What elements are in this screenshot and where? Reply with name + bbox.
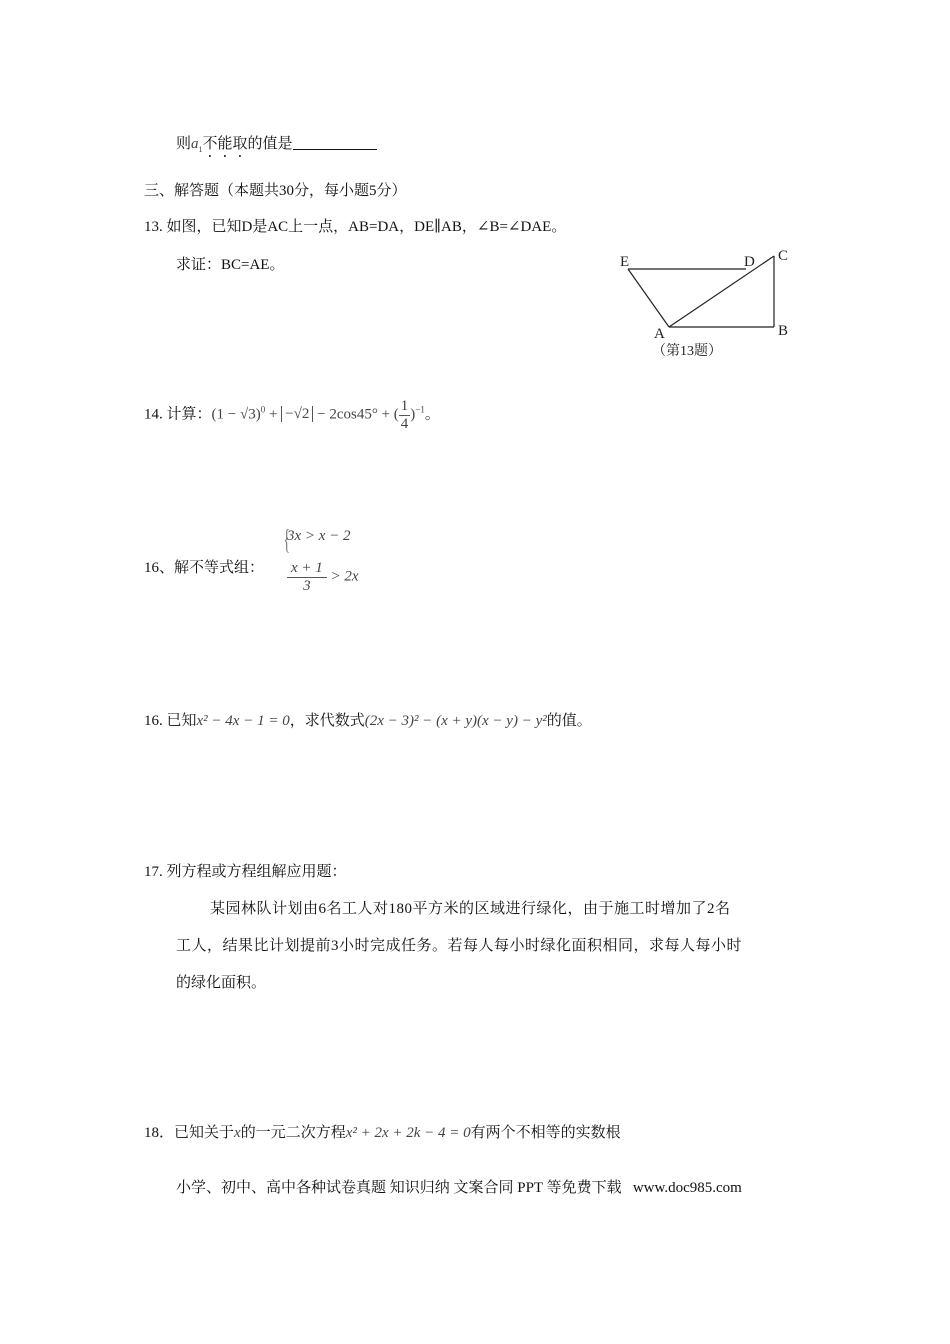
ineq2 [287,560,359,594]
math: − 2cos45° + ( [313,406,399,423]
label-b: B [778,323,789,339]
q13-text: 13. 如图，已知D是AC上一点，AB=DA，DE∥AB，∠B=∠DAE。 [144,219,567,235]
math: (1 − √3) [211,406,261,423]
label-d: D [744,254,755,270]
text: 的值是 [247,136,293,152]
q16a-label: 16、解不等式组： [144,560,265,576]
ineq1: 3x > x − 2 [287,528,351,544]
den: 4 [400,415,409,432]
text: 则 [176,136,192,152]
math-var: a [191,136,199,152]
math: x [234,1125,241,1141]
math: x² − 4x − 1 = 0 [196,713,290,729]
q17-line: 某园林队计划由6名工人对180平方米的区域进行绿化，由于施工时增加了2名 [210,901,731,917]
footer: 小学、初中、高中各种试卷真题 知识归纳 文案合同 PPT 等免费下载 www.doc985.com [176,1180,742,1196]
q18 [144,1121,621,1142]
answer-blank [293,135,377,150]
q16b [144,709,592,730]
label-e: E [620,254,630,270]
label-c: C [778,248,789,264]
abs-value: −√2 [281,406,313,422]
q17-line: 的绿化面积。 [176,975,267,991]
exp: 0 [260,404,266,415]
figure-caption: （第13题） [652,344,722,359]
emphasized-text: 不能取 [202,136,248,152]
den: 3 [303,577,311,594]
q13-figure [610,240,810,365]
label: 16. 已知 [144,713,197,729]
q13-prove: 求证：BC=AE。 [176,257,285,273]
text: 。 [424,406,440,423]
q14 [144,398,440,432]
text: 有两个不相等的实数根 [470,1125,621,1141]
section-heading: 三、解答题（本题共30分，每小题5分） [144,183,407,199]
num: 1 [400,398,409,414]
fraction [287,560,327,594]
q12-tail [176,132,377,161]
exp: −1 [415,404,425,415]
text: ，求代数式 [289,713,365,729]
math: x² + 2x + 2k − 4 = 0 [345,1125,471,1141]
q17-line: 工人，结果比计划提前3小时完成任务。若每人每小时绿化面积相同，求每人每小时 [176,938,743,954]
math: (2x − 3)² − (x + y)(x − y) − y² [364,713,547,729]
math: + [265,406,282,423]
math: > 2x [330,568,359,585]
label: 18．已知关于 [144,1125,235,1141]
q17-title: 17. 列方程或方程组解应用题： [144,864,347,880]
label-a: A [654,326,665,342]
text: 的值。 [546,713,592,729]
math: ) [410,406,416,423]
math-sub: 1 [198,145,203,154]
text: 的一元二次方程 [240,1125,346,1141]
fraction [399,398,411,432]
num: x + 1 [287,560,327,578]
label: 14. 计算： [144,406,212,423]
brace: { [283,525,291,556]
